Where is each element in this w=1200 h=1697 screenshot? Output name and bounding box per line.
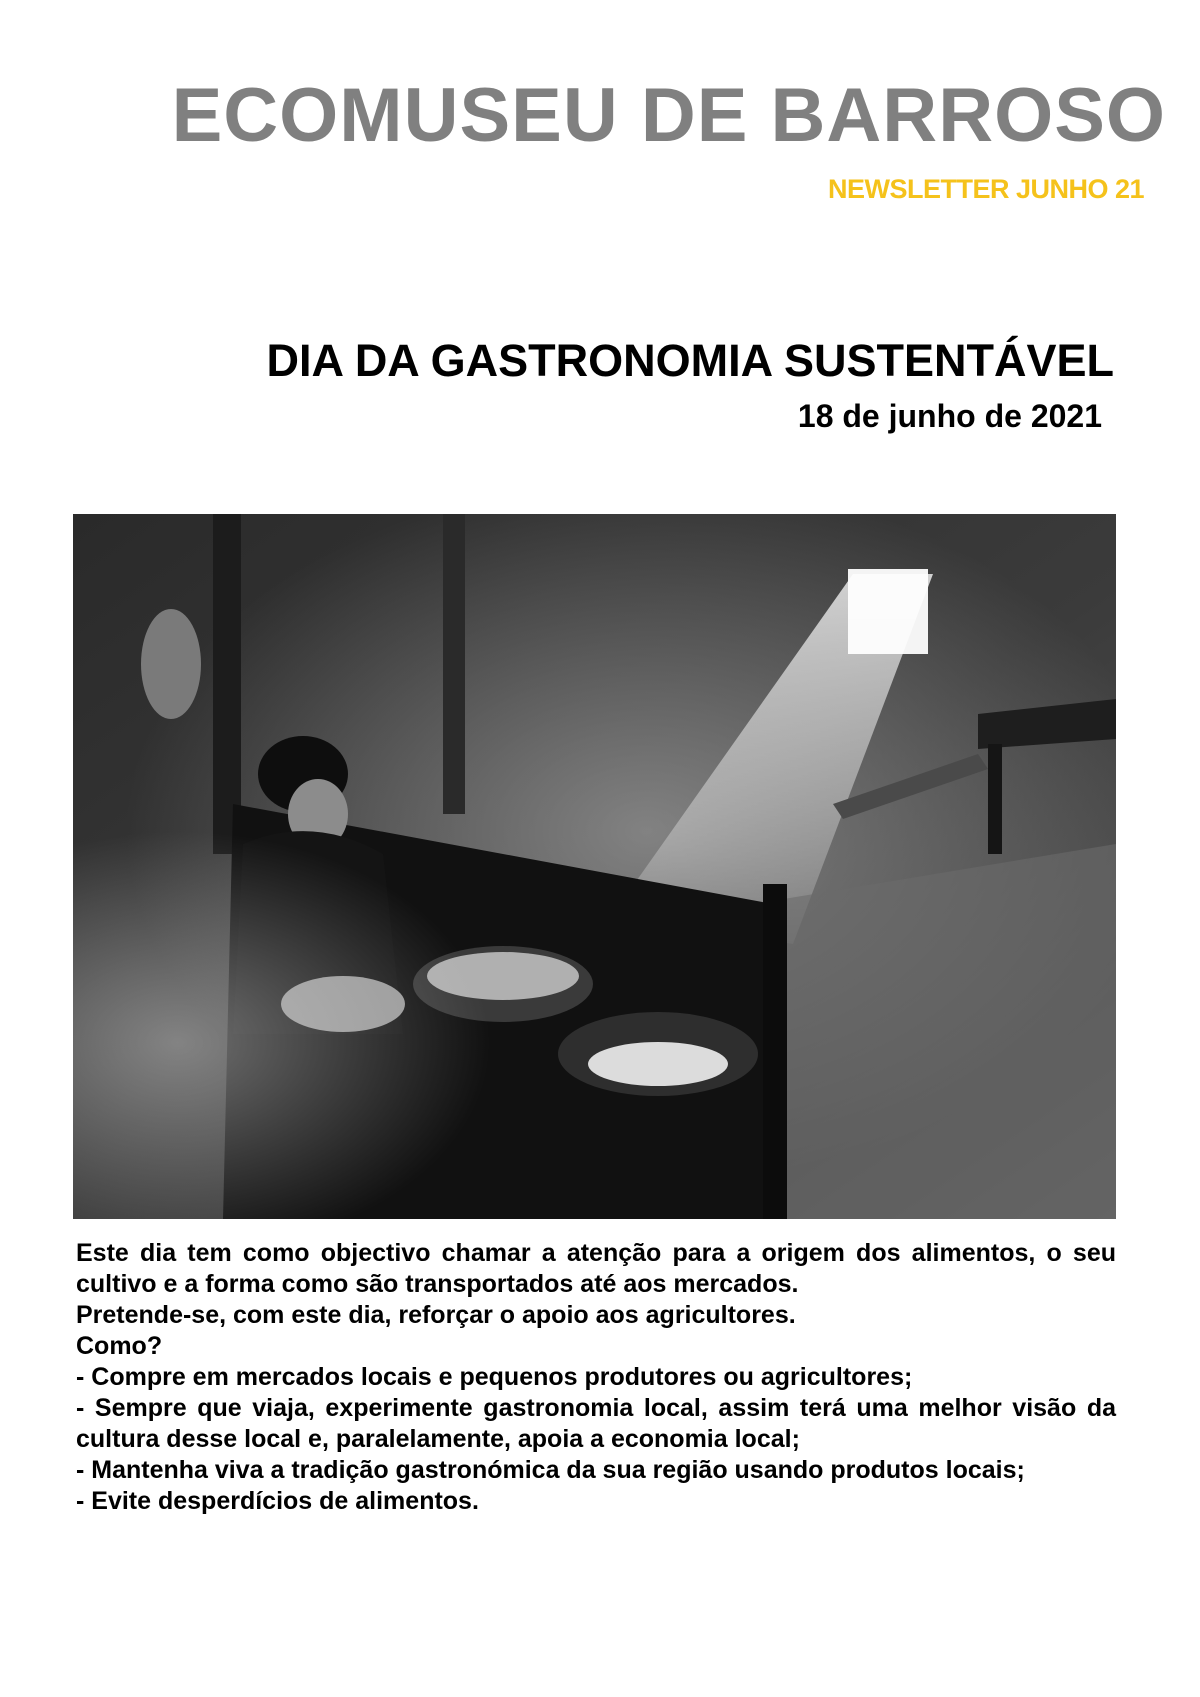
masthead-title: ECOMUSEU DE BARROSO bbox=[171, 73, 1166, 158]
body-list-item: - Mantenha viva a tradição gastronómica da sua região usando produtos locais; bbox=[76, 1456, 1025, 1484]
article-title: DIA DA GASTRONOMIA SUSTENTÁVEL bbox=[266, 335, 1114, 386]
newsletter-edition: NEWSLETTER JUNHO 21 bbox=[827, 174, 1144, 204]
body-paragraph: Como? bbox=[76, 1332, 163, 1360]
kitchen-scene-illustration bbox=[73, 514, 1116, 1219]
body-paragraph: Pretende-se, com este dia, reforçar o apoio aos agricultores. bbox=[76, 1301, 796, 1329]
article-date: 18 de junho de 2021 bbox=[797, 398, 1102, 434]
body-paragraph: Este dia tem como objectivo chamar a atenção para a origem dos alimentos, o seu cultivo e a forma como são transportados até aos mercados. bbox=[76, 1239, 1116, 1298]
body-list-item: - Evite desperdícios de alimentos. bbox=[76, 1487, 479, 1515]
body-list-item: - Compre em mercados locais e pequenos produtores ou agricultores; bbox=[76, 1363, 913, 1391]
article-photo bbox=[73, 514, 1116, 1219]
body-list-item: - Sempre que viaja, experimente gastronomia local, assim terá uma melhor visão da cultura desse local e, paralelamente, apoia a economia local; bbox=[76, 1394, 1116, 1453]
article-body bbox=[76, 1238, 1116, 1517]
